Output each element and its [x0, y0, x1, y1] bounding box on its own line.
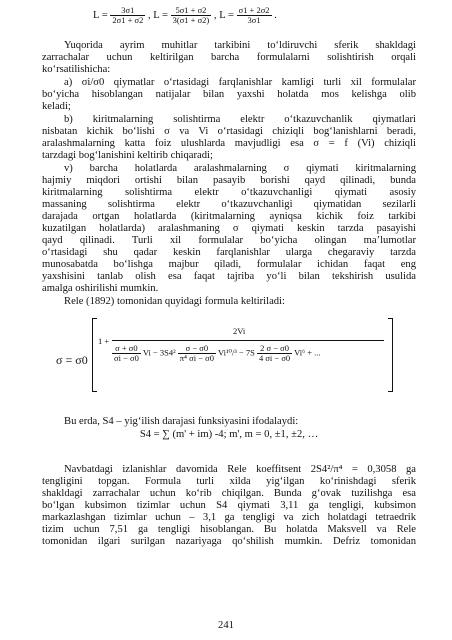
text-line: v) barcha holatlarda aralashmalarning σ qiymati kiritmalarning	[64, 163, 416, 174]
formula-L1-fraction: $\frac{3\sigma 1}{2\sigma 1 + \sigma 2}$	[112, 5, 144, 25]
text-line: yaxshisini tanlab olish esa faqat tajriba yo‘li bilan tekshirish usulida	[42, 271, 416, 282]
text-line: nisbatan kichik bo‘lishi σ va Vi o‘rtasidagi chiziqli bog‘lanishlarni beradi,	[42, 126, 416, 137]
text-line: darajada ortgan holatlarda (kiritmalarning ayniqsa kichik foiz tarkibi	[42, 211, 416, 222]
formula-L3-fraction: $\frac{\sigma 1 + 2\sigma 2}{3\sigma 1}$	[238, 5, 270, 25]
text-line: hajmiy miqdori ortishi bilan pasayib borishi qayd qilinadi, bunda	[42, 175, 416, 186]
text-line: kiritmalarning solishtirma elektr o‘tkazuvchanligi qiymati asosiy	[42, 187, 416, 198]
text-line: aralashmalarning katta foiz ulushlarda mavjudligi esa σ = f (Vi) chiziqli	[42, 138, 416, 149]
text-line: b) kiritmalarning solishtirma elektr o‘tkazuvchanlik qiymatlari	[64, 114, 416, 125]
left-bracket	[92, 318, 97, 392]
top-formula: L = $\frac{3\sigma 1}{2\sigma 1 + \sigma 2}$ , L = $\frac{5\sigma 1 + \sigma 2}{3(\sigma 1 + \sigma 2)}$ , L = $\frac{\sigma 1 + 2\sigma 2}{3\sigma 1}$ .	[93, 5, 277, 25]
text-line: amalga oshirilishi mumkin.	[42, 283, 159, 294]
text-line: munosabatda bo‘lishga majbur qiladi, formulalar ichidan faqat eng	[42, 259, 416, 270]
text-line: bo‘lgan kubsimon tizimlar uchun S4 qiymati 3,11 ga tengligi, kubsimon	[42, 500, 416, 511]
text-line: Rele (1892) tomonidan quyidagi formula keltiriladi:	[64, 296, 285, 307]
formula-L2-fraction: $\frac{5\sigma 1 + \sigma 2}{3(\sigma 1 + \sigma 2)}$	[172, 5, 210, 25]
text-line: tizim uchun 7,51 ga tengligi hisoblangan. Bu holatda Maksvell va Rele	[42, 524, 416, 535]
text-line: a) σi/σ0 qiymatlar o‘rtasidagi farqlanishlar kamligi turli xil formulalar	[64, 77, 416, 88]
text-line: tomonidan ilgari surilgan nazariyaga qo‘shilish mumkin. Defriz tomonidan	[42, 536, 416, 547]
rele-denominator: $\frac{\sigma + \sigma 0}{\sigma i - \sigma 0}$ Vi − 3S4² $\frac{\sigma - \sigma 0}{\text{π⁴ σi − σ0}}$ Vi¹⁰/³ − 7S $\frac{2 \sigma - \sigma 0}{4 \sigma i - \sigma 0}$ Vi⁶ + ...	[114, 343, 321, 363]
rele-lhs: σ = σ0	[56, 353, 88, 367]
text-line: kuzatilgan holatlarda) aralashmaning σ qiymati keskin tarzda pasayishi	[42, 223, 416, 234]
text-line: Navbatdagi izlanishlar davomida Rele koeffitsent 2S4²/π⁴ = 0,3058 ga	[64, 464, 416, 475]
rele-one-plus: 1 +	[98, 336, 110, 346]
right-bracket	[388, 318, 393, 392]
formula-L-lhs: L =	[93, 9, 108, 21]
text-line: qayd qilinadi. Turli xil formulalar bo‘yicha olingan ma’lumotlar	[42, 235, 416, 246]
page-number: 241	[218, 620, 234, 631]
text-line: massaning solishtirma elektr o‘tkazuvchanligi qiymatidan sezilarli	[42, 199, 416, 210]
text-line: bo‘yicha hisoblangan natijalar bilan yaxshi holatda mos kelishga olib	[42, 89, 416, 100]
text-line: ko‘rsatilishicha:	[42, 64, 111, 75]
text-line: Yuqorida ayrim muhitlar tarkibini to‘ldiruvchi sferik shakldagi	[64, 40, 416, 51]
text-line: tarzdagi bog‘lanishini keltirib chiqaradi;	[42, 150, 213, 161]
text-line: keladi;	[42, 101, 71, 112]
text-line: Bu erda, S4 – yig‘ilish darajasi funksiyasini ifodalaydi:	[64, 416, 299, 427]
text-line: tengligini topgan. Formula turli xilda yig‘ilgan ko‘rinishdagi sferik	[42, 476, 416, 487]
rele-main-fraction-bar	[112, 340, 384, 341]
text-line: o‘rtasidagi shu qadar keskin farqlanishlar ularga chegaraviy tarzda	[42, 247, 416, 258]
s4-formula: S4 = ∑ (m' + im) -4; m', m = 0, ±1, ±2, …	[139, 429, 319, 440]
rele-top: 2Vi	[233, 326, 246, 336]
text-line: markazlashgan tizimlar uchun – 3,1 ga tengligi va zich holatdagi tetraedrik	[42, 512, 416, 523]
text-line: zarrachalar uchun keltirilgan barcha formulalarni solishtirish orqali	[42, 52, 416, 63]
text-line: shakldagi zarrachalar uchun ko‘rib chiqilgan. Bunda g‘ovak tuzilishga esa	[42, 488, 416, 499]
